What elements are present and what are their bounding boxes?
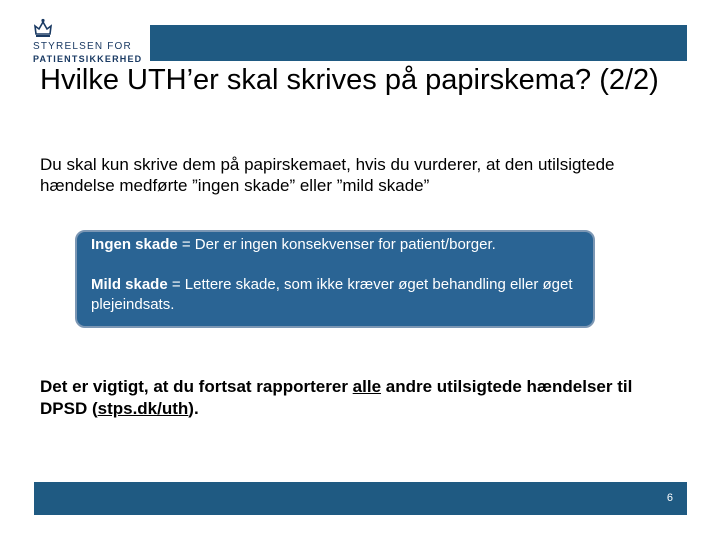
important-text-part3: ).	[188, 399, 199, 418]
definition-ingen-skade	[91, 235, 581, 255]
slide-title: Hvilke UTH’er skal skrives på papirskema? (2/2)	[40, 64, 659, 96]
definition-mild-skade	[91, 275, 581, 315]
footer-bar	[34, 482, 687, 515]
crown-icon	[34, 18, 52, 38]
important-text-part1: Det er vigtigt, at du fortsat rapporterer	[40, 377, 353, 396]
definition-text-mild-skade: = Lettere skade, som ikke kræver øget behandling eller øget plejeindsats.	[91, 276, 573, 313]
definition-text-ingen-skade: = Der er ingen konsekvenser for patient/borger.	[177, 236, 496, 253]
important-underlined-word: alle	[352, 377, 382, 396]
header-bar	[150, 25, 687, 61]
term-ingen-skade: Ingen skade	[91, 236, 178, 253]
definitions-callout	[75, 230, 595, 328]
important-note	[40, 376, 680, 420]
logo-text-line1: STYRELSEN FOR	[33, 41, 132, 52]
agency-logo	[28, 18, 148, 62]
intro-text: Du skal kun skrive dem på papirskemaet, hvis du vurderer, at den utilsigtede hændelse medførte ”ingen skade” eller ”mild skade”	[40, 155, 615, 195]
important-text-part2: andre utilsigtede hændelser til DPSD (	[40, 377, 633, 418]
page-number: 6	[666, 492, 673, 504]
term-mild-skade: Mild skade	[91, 276, 168, 293]
stps-link[interactable]: stps.dk/uth	[97, 399, 189, 418]
logo-text-line2: PATIENTSIKKERHED	[33, 54, 143, 64]
